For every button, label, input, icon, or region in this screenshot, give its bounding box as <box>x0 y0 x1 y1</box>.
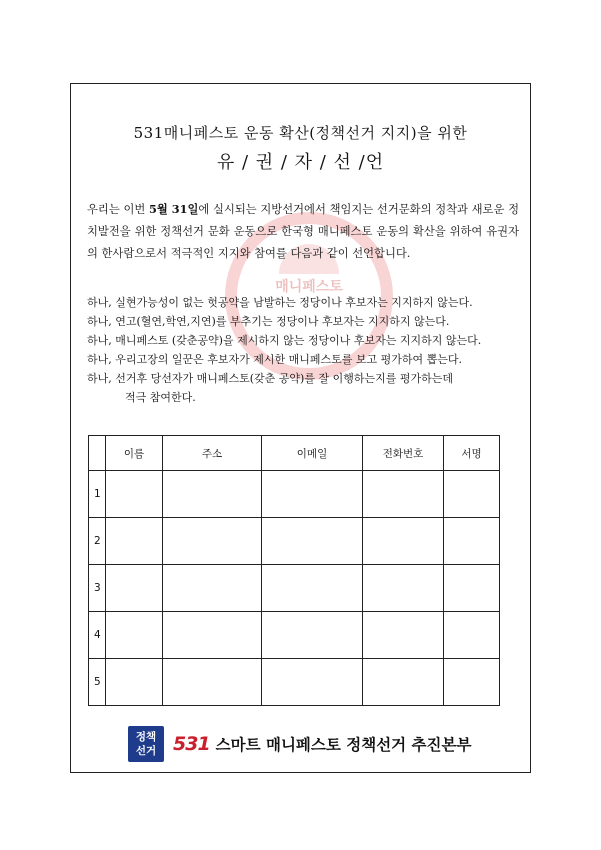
pledge-item: 하나, 실현가능성이 없는 헛공약을 남발하는 정당이나 후보자는 지지하지 않는다. <box>87 296 473 309</box>
col-header-address: 주소 <box>163 436 262 471</box>
table-row <box>89 471 500 518</box>
pledge-item: 하나, 선거후 당선자가 매니페스토(갖춘 공약)를 잘 이행하는지를 평가하는데 <box>87 372 453 385</box>
row-number: 3 <box>89 565 106 612</box>
col-header-signature: 서명 <box>444 436 500 471</box>
badge-line-1: 정책 <box>135 731 157 743</box>
intro-date: 5월 31일 <box>148 202 199 216</box>
signature-cell[interactable] <box>444 659 500 706</box>
organization-name: 스마트 매니페스토 정책선거 추진본부 <box>215 736 472 754</box>
email-cell[interactable] <box>262 659 363 706</box>
email-cell[interactable] <box>262 612 363 659</box>
intro-text-2: 에 실시되는 지방선거에서 책임지는 선거문화의 정착과 새로운 정치발전을 위한 정책선거 문화 운동으로 한국형 매니페스토 운동의 확산을 위하여 유권자의 한사람으로서 적극적인 지지와 참여를 다음과 같이 선언합니다. <box>87 203 519 260</box>
footer-branding <box>128 725 471 763</box>
row-number: 2 <box>89 518 106 565</box>
row-number: 4 <box>89 612 106 659</box>
table-header-row <box>89 436 500 471</box>
address-cell[interactable] <box>163 612 262 659</box>
col-header-email: 이메일 <box>262 436 363 471</box>
signature-cell[interactable] <box>444 565 500 612</box>
row-number: 1 <box>89 471 106 518</box>
col-header-number <box>89 436 106 471</box>
address-cell[interactable] <box>163 659 262 706</box>
table-row <box>89 565 500 612</box>
pledge-item: 하나, 매니페스토 (갖춘공약)을 제시하지 않는 정당이나 후보자는 지지하지 않는다. <box>87 334 482 347</box>
address-cell[interactable] <box>163 565 262 612</box>
logo-531-icon: 531 <box>173 733 210 755</box>
name-cell[interactable] <box>106 659 163 706</box>
email-cell[interactable] <box>262 518 363 565</box>
pledge-list <box>87 293 527 407</box>
signature-cell[interactable] <box>444 471 500 518</box>
phone-cell[interactable] <box>363 565 444 612</box>
email-cell[interactable] <box>262 471 363 518</box>
phone-cell[interactable] <box>363 518 444 565</box>
phone-cell[interactable] <box>363 471 444 518</box>
address-cell[interactable] <box>163 518 262 565</box>
policy-election-badge <box>128 726 164 762</box>
signature-cell[interactable] <box>444 518 500 565</box>
col-header-name: 이름 <box>106 436 163 471</box>
watermark-text: 매니페스토 <box>275 279 343 295</box>
name-cell[interactable] <box>106 612 163 659</box>
table-row <box>89 612 500 659</box>
document-title: 유 / 권 / 자 / 선 /언 <box>216 152 385 173</box>
signature-table <box>88 435 500 706</box>
name-cell[interactable] <box>106 471 163 518</box>
signature-cell[interactable] <box>444 612 500 659</box>
phone-cell[interactable] <box>363 612 444 659</box>
address-cell[interactable] <box>163 471 262 518</box>
pledge-item: 하나, 우리고장의 일꾼은 후보자가 제시한 매니페스토를 보고 평가하여 뽑는다. <box>87 353 462 366</box>
pledge-item: 하나, 연고(혈연,학연,지연)를 부추기는 정당이나 후보자는 지지하지 않는다. <box>87 315 450 328</box>
name-cell[interactable] <box>106 565 163 612</box>
intro-paragraph <box>87 198 519 265</box>
row-number: 5 <box>89 659 106 706</box>
col-header-phone: 전화번호 <box>363 436 444 471</box>
intro-text-1: 우리는 이번 <box>87 203 149 216</box>
table-row <box>89 518 500 565</box>
table-row <box>89 659 500 706</box>
badge-line-2: 선거 <box>135 745 157 757</box>
name-cell[interactable] <box>106 518 163 565</box>
phone-cell[interactable] <box>363 659 444 706</box>
email-cell[interactable] <box>262 565 363 612</box>
pledge-item-continuation: 적극 참여한다. <box>125 391 196 404</box>
document-subtitle: 531매니페스토 운동 확산(정책선거 지지)을 위한 <box>133 124 468 142</box>
